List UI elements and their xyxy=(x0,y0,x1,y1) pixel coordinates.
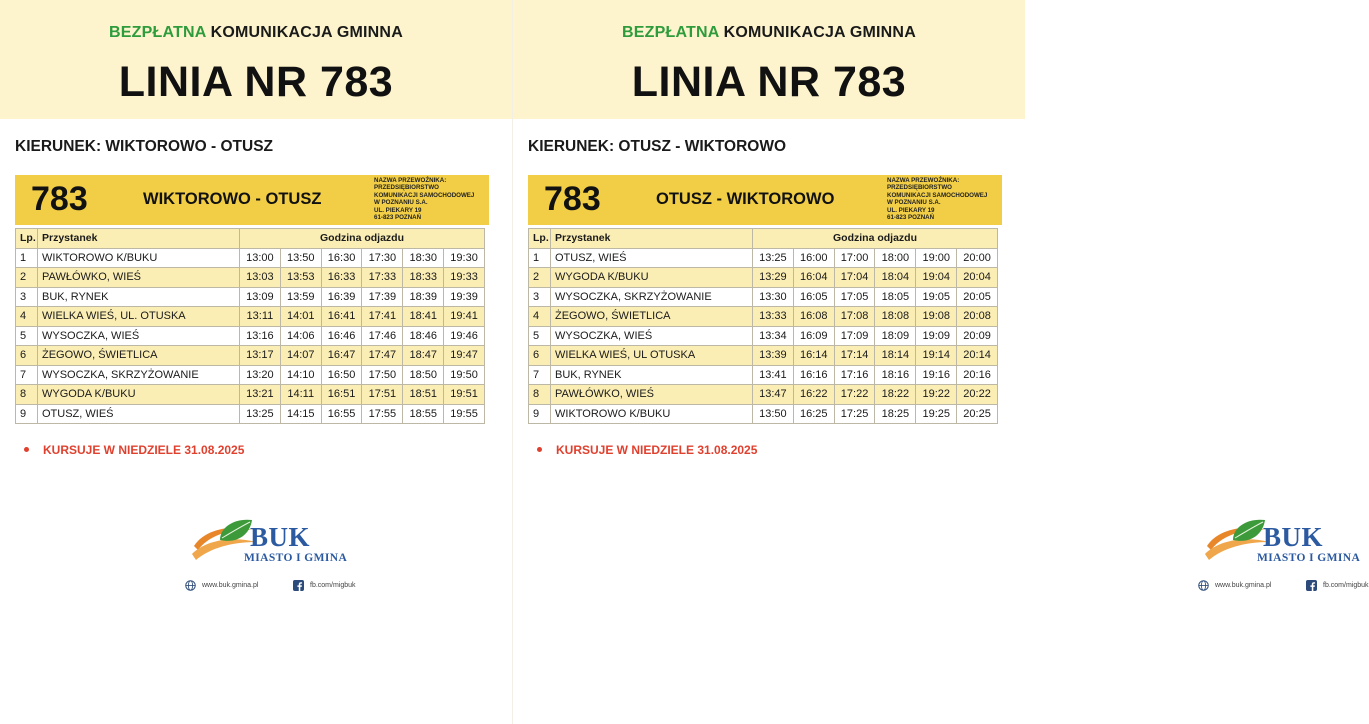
carrier-line: 61-823 POZNAŃ xyxy=(887,214,935,222)
line-title: LINIA NR 783 xyxy=(118,58,394,106)
route-bar xyxy=(15,175,489,225)
departure-time: 17:41 xyxy=(362,307,403,327)
departure-time: 17:05 xyxy=(834,287,875,307)
table-row xyxy=(16,248,485,268)
departure-time: 17:55 xyxy=(362,404,403,424)
logo-word: BUK xyxy=(250,522,311,552)
departure-time: 20:04 xyxy=(957,268,998,288)
table-row xyxy=(529,287,998,307)
departure-time: 16:55 xyxy=(321,404,362,424)
departure-time: 14:15 xyxy=(280,404,321,424)
website-link[interactable] xyxy=(185,580,258,591)
logo-tagline: MIASTO I GMINA xyxy=(1257,552,1361,564)
banner-rest-words: KOMUNIKACJA GMINNA xyxy=(723,24,916,41)
departure-time: 17:25 xyxy=(834,404,875,424)
row-lp: 5 xyxy=(529,326,551,346)
row-lp: 7 xyxy=(529,365,551,385)
service-note-text: KURSUJE W NIEDZIELE 31.08.2025 xyxy=(556,443,758,457)
departure-time: 16:08 xyxy=(793,307,834,327)
departure-time: 19:50 xyxy=(444,365,485,385)
departure-time: 16:50 xyxy=(321,365,362,385)
table-row xyxy=(16,307,485,327)
departure-time: 13:39 xyxy=(753,346,794,366)
direction-heading: KIERUNEK: WIKTOROWO - OTUSZ xyxy=(15,138,274,155)
service-note xyxy=(537,443,757,457)
departure-time: 19:33 xyxy=(444,268,485,288)
timetable-header xyxy=(529,229,998,249)
carrier-info xyxy=(374,177,474,221)
header-banner xyxy=(0,0,512,119)
row-stop-name: WYSOCZKA, WIEŚ xyxy=(38,326,240,346)
row-lp: 3 xyxy=(529,287,551,307)
route-bar xyxy=(528,175,1002,225)
departure-time: 19:51 xyxy=(444,385,485,405)
route-number: 783 xyxy=(31,180,88,218)
departure-time: 19:46 xyxy=(444,326,485,346)
header-banner xyxy=(513,0,1025,119)
facebook-link-text: fb.com/migbuk xyxy=(1323,582,1369,589)
departure-time: 13:16 xyxy=(240,326,281,346)
col-header-lp: Lp. xyxy=(16,229,38,249)
facebook-link-text: fb.com/migbuk xyxy=(310,582,356,589)
col-header-stop: Przystanek xyxy=(38,229,240,249)
row-stop-name: OTUSZ, WIEŚ xyxy=(38,404,240,424)
departure-time: 13:09 xyxy=(240,287,281,307)
departure-time: 17:00 xyxy=(834,248,875,268)
departure-time: 19:41 xyxy=(444,307,485,327)
carrier-line: UL. PIEKARY 19 xyxy=(887,206,935,214)
departure-time: 19:00 xyxy=(916,248,957,268)
row-lp: 3 xyxy=(16,287,38,307)
banner-rest-words: KOMUNIKACJA GMINNA xyxy=(210,24,403,41)
departure-time: 20:22 xyxy=(957,385,998,405)
departure-time: 13:21 xyxy=(240,385,281,405)
departure-time: 18:16 xyxy=(875,365,916,385)
row-lp: 8 xyxy=(16,385,38,405)
departure-time: 18:47 xyxy=(403,346,444,366)
timetable-header xyxy=(16,229,485,249)
globe-icon xyxy=(185,580,196,591)
row-lp: 1 xyxy=(529,248,551,268)
departure-time: 13:11 xyxy=(240,307,281,327)
table-row xyxy=(16,404,485,424)
departure-time: 17:16 xyxy=(834,365,875,385)
row-lp: 9 xyxy=(16,404,38,424)
departure-time: 16:46 xyxy=(321,326,362,346)
departure-time: 18:51 xyxy=(403,385,444,405)
row-stop-name: WIELKA WIEŚ, UL. OTUSKA xyxy=(38,307,240,327)
departure-time: 13:25 xyxy=(240,404,281,424)
departure-time: 18:05 xyxy=(875,287,916,307)
table-row xyxy=(529,346,998,366)
departure-time: 14:11 xyxy=(280,385,321,405)
departure-time: 18:39 xyxy=(403,287,444,307)
direction-heading: KIERUNEK: OTUSZ - WIKTOROWO xyxy=(528,138,787,155)
route-name: OTUSZ - WIKTOROWO xyxy=(656,190,835,208)
row-stop-name: WIKTOROWO K/BUKU xyxy=(38,248,240,268)
departure-time: 13:50 xyxy=(280,248,321,268)
row-lp: 4 xyxy=(16,307,38,327)
row-lp: 2 xyxy=(529,268,551,288)
departure-time: 13:47 xyxy=(753,385,794,405)
departure-time: 17:50 xyxy=(362,365,403,385)
departure-time: 18:25 xyxy=(875,404,916,424)
carrier-line: PRZEDSIĘBIORSTWO xyxy=(887,184,952,192)
route-name: WIKTOROWO - OTUSZ xyxy=(143,190,322,208)
facebook-link[interactable] xyxy=(293,580,356,591)
carrier-line: W POZNANIU S.A. xyxy=(887,199,941,207)
facebook-icon xyxy=(1306,580,1317,591)
buk-logo xyxy=(1203,516,1363,572)
row-stop-name: OTUSZ, WIEŚ xyxy=(551,248,753,268)
departure-time: 16:41 xyxy=(321,307,362,327)
departure-time: 20:16 xyxy=(957,365,998,385)
departure-time: 18:22 xyxy=(875,385,916,405)
website-link-text: www.buk.gmina.pl xyxy=(1215,582,1272,589)
departure-time: 16:25 xyxy=(793,404,834,424)
timetable-page-otusz-wiktorowo xyxy=(512,0,1369,724)
carrier-line: W POZNANIU S.A. xyxy=(374,199,428,207)
departure-time: 18:46 xyxy=(403,326,444,346)
departure-time: 17:46 xyxy=(362,326,403,346)
departure-time: 16:09 xyxy=(793,326,834,346)
departure-time: 13:17 xyxy=(240,346,281,366)
departure-time: 13:53 xyxy=(280,268,321,288)
table-row xyxy=(529,404,998,424)
table-row xyxy=(16,326,485,346)
table-row xyxy=(529,365,998,385)
departure-time: 16:39 xyxy=(321,287,362,307)
departure-time: 19:16 xyxy=(916,365,957,385)
departure-time: 18:00 xyxy=(875,248,916,268)
carrier-line: UL. PIEKARY 19 xyxy=(374,206,422,214)
departure-time: 20:25 xyxy=(957,404,998,424)
banner-free-word: BEZPŁATNA xyxy=(109,24,206,41)
departure-time: 14:01 xyxy=(280,307,321,327)
row-lp: 1 xyxy=(16,248,38,268)
departure-time: 19:04 xyxy=(916,268,957,288)
departure-time: 17:51 xyxy=(362,385,403,405)
row-lp: 5 xyxy=(16,326,38,346)
departure-time: 17:47 xyxy=(362,346,403,366)
website-link-text: www.buk.gmina.pl xyxy=(202,582,259,589)
row-stop-name: BUK, RYNEK xyxy=(38,287,240,307)
departure-time: 14:10 xyxy=(280,365,321,385)
facebook-icon xyxy=(293,580,304,591)
departure-time: 13:29 xyxy=(753,268,794,288)
departure-time: 17:09 xyxy=(834,326,875,346)
route-number: 783 xyxy=(544,180,601,218)
departure-time: 20:09 xyxy=(957,326,998,346)
carrier-line: PRZEDSIĘBIORSTWO xyxy=(374,184,439,192)
table-row xyxy=(529,248,998,268)
table-row xyxy=(16,268,485,288)
service-note-text: KURSUJE W NIEDZIELE 31.08.2025 xyxy=(43,443,245,457)
col-header-stop: Przystanek xyxy=(551,229,753,249)
row-stop-name: WIKTOROWO K/BUKU xyxy=(551,404,753,424)
departure-time: 17:30 xyxy=(362,248,403,268)
departure-time: 19:25 xyxy=(916,404,957,424)
col-header-times: Godzina odjazdu xyxy=(240,229,485,249)
departure-time: 18:09 xyxy=(875,326,916,346)
departure-time: 13:30 xyxy=(753,287,794,307)
departure-time: 19:55 xyxy=(444,404,485,424)
carrier-line: KOMUNIKACJI SAMOCHODOWEJ xyxy=(374,191,475,199)
col-header-lp: Lp. xyxy=(529,229,551,249)
banner-free-word: BEZPŁATNA xyxy=(622,24,719,41)
row-lp: 6 xyxy=(529,346,551,366)
row-stop-name: PAWŁÓWKO, WIEŚ xyxy=(551,385,753,405)
globe-icon xyxy=(1198,580,1209,591)
line-title: LINIA NR 783 xyxy=(631,58,907,106)
departure-time: 18:55 xyxy=(403,404,444,424)
carrier-line: KOMUNIKACJI SAMOCHODOWEJ xyxy=(887,191,988,199)
departure-time: 13:33 xyxy=(753,307,794,327)
col-header-times: Godzina odjazdu xyxy=(753,229,998,249)
carrier-line: NAZWA PRZEWOŹNIKA: xyxy=(887,177,960,184)
departure-time: 20:14 xyxy=(957,346,998,366)
departure-time: 13:34 xyxy=(753,326,794,346)
row-stop-name: WYGODA K/BUKU xyxy=(551,268,753,288)
departure-time: 17:22 xyxy=(834,385,875,405)
departure-time: 20:05 xyxy=(957,287,998,307)
departure-time: 14:07 xyxy=(280,346,321,366)
departure-time: 19:05 xyxy=(916,287,957,307)
departure-time: 20:08 xyxy=(957,307,998,327)
row-lp: 7 xyxy=(16,365,38,385)
departure-time: 16:05 xyxy=(793,287,834,307)
timetable-page-wiktorowo-otusz xyxy=(0,0,512,724)
row-stop-name: BUK, RYNEK xyxy=(551,365,753,385)
carrier-line: 61-823 POZNAŃ xyxy=(374,214,422,222)
bullet-icon xyxy=(24,447,29,452)
departure-time: 19:08 xyxy=(916,307,957,327)
departure-time: 19:09 xyxy=(916,326,957,346)
row-lp: 4 xyxy=(529,307,551,327)
departure-time: 16:00 xyxy=(793,248,834,268)
row-stop-name: WYGODA K/BUKU xyxy=(38,385,240,405)
departure-time: 18:41 xyxy=(403,307,444,327)
row-lp: 2 xyxy=(16,268,38,288)
row-stop-name: PAWŁÓWKO, WIEŚ xyxy=(38,268,240,288)
departure-time: 17:39 xyxy=(362,287,403,307)
departure-time: 16:47 xyxy=(321,346,362,366)
departure-time: 18:50 xyxy=(403,365,444,385)
buk-logo xyxy=(190,516,350,572)
departure-time: 14:06 xyxy=(280,326,321,346)
departure-time: 13:03 xyxy=(240,268,281,288)
departure-time: 16:51 xyxy=(321,385,362,405)
departure-time: 19:47 xyxy=(444,346,485,366)
table-row xyxy=(529,307,998,327)
logo-tagline: MIASTO I GMINA xyxy=(244,552,348,564)
table-row xyxy=(529,268,998,288)
service-note xyxy=(24,443,244,457)
departure-time: 17:14 xyxy=(834,346,875,366)
departure-time: 13:59 xyxy=(280,287,321,307)
departure-time: 16:04 xyxy=(793,268,834,288)
carrier-info xyxy=(887,177,987,221)
table-row xyxy=(529,326,998,346)
table-row xyxy=(16,365,485,385)
departure-time: 16:33 xyxy=(321,268,362,288)
departure-time: 17:04 xyxy=(834,268,875,288)
departure-time: 16:22 xyxy=(793,385,834,405)
logo-word: BUK xyxy=(1263,522,1324,552)
departure-time: 13:25 xyxy=(753,248,794,268)
facebook-link[interactable] xyxy=(1306,580,1369,591)
row-stop-name: WYSOCZKA, WIEŚ xyxy=(551,326,753,346)
row-stop-name: WIELKA WIEŚ, UL OTUSKA xyxy=(551,346,753,366)
departure-time: 13:41 xyxy=(753,365,794,385)
departure-time: 18:14 xyxy=(875,346,916,366)
table-row xyxy=(529,385,998,405)
departure-time: 17:33 xyxy=(362,268,403,288)
departure-time: 19:22 xyxy=(916,385,957,405)
departure-time: 19:39 xyxy=(444,287,485,307)
row-lp: 6 xyxy=(16,346,38,366)
row-stop-name: WYSOCZKA, SKRZYŻOWANIE xyxy=(551,287,753,307)
timetable xyxy=(528,228,998,424)
carrier-line: NAZWA PRZEWOŹNIKA: xyxy=(374,177,447,184)
row-stop-name: ŻEGOWO, ŚWIETLICA xyxy=(38,346,240,366)
departure-time: 17:08 xyxy=(834,307,875,327)
bullet-icon xyxy=(537,447,542,452)
website-link[interactable] xyxy=(1198,580,1271,591)
row-stop-name: WYSOCZKA, SKRZYŻOWANIE xyxy=(38,365,240,385)
table-row xyxy=(16,346,485,366)
timetable xyxy=(15,228,485,424)
departure-time: 19:14 xyxy=(916,346,957,366)
banner-subtitle xyxy=(0,24,512,42)
table-row xyxy=(16,385,485,405)
departure-time: 18:04 xyxy=(875,268,916,288)
departure-time: 13:00 xyxy=(240,248,281,268)
departure-time: 19:30 xyxy=(444,248,485,268)
departure-time: 16:16 xyxy=(793,365,834,385)
table-row xyxy=(16,287,485,307)
departure-time: 18:33 xyxy=(403,268,444,288)
row-lp: 8 xyxy=(529,385,551,405)
departure-time: 18:30 xyxy=(403,248,444,268)
banner-subtitle xyxy=(513,24,1025,42)
row-stop-name: ŻEGOWO, ŚWIETLICA xyxy=(551,307,753,327)
departure-time: 18:08 xyxy=(875,307,916,327)
departure-time: 13:50 xyxy=(753,404,794,424)
departure-time: 20:00 xyxy=(957,248,998,268)
departure-time: 13:20 xyxy=(240,365,281,385)
departure-time: 16:14 xyxy=(793,346,834,366)
departure-time: 16:30 xyxy=(321,248,362,268)
row-lp: 9 xyxy=(529,404,551,424)
